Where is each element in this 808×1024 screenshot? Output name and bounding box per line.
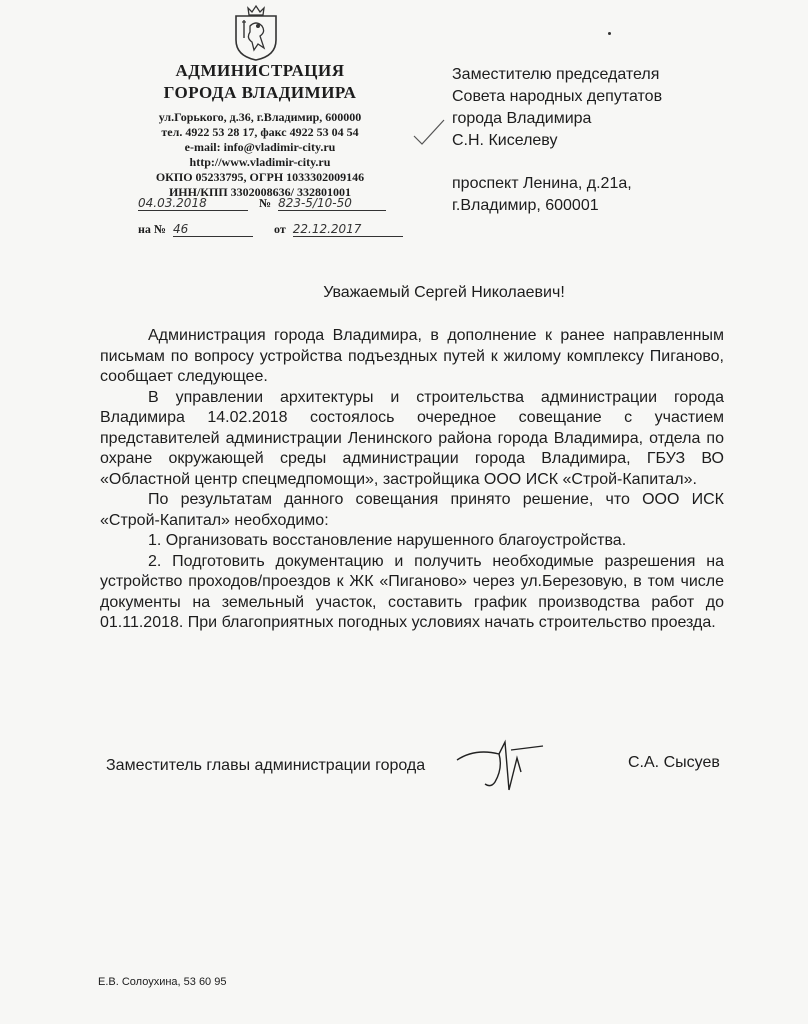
paragraph-1: Администрация города Владимира, в дополнение к ранее направленным письмам по вопросу устройства подъездных путей к жилому комплексу Пиганово, сообщает следующее. (100, 327, 724, 385)
reference-date-label: от (273, 222, 286, 236)
registration-number-label: № (259, 196, 272, 210)
org-inn: ИНН/КПП 3302008636/ 332801001 (168, 185, 352, 199)
checkmark-icon (410, 118, 446, 148)
org-address: ул.Горького, д.36, г.Владимир, 600000 (158, 110, 362, 124)
org-okpo: ОКПО 05233795, ОГРН 1033302009146 (155, 170, 365, 184)
handwritten-signature (455, 738, 555, 796)
addressee-line2: Совета народных депутатов (452, 88, 663, 105)
paragraph-5: 2. Подготовить документацию и получить необходимые разрешения на устройство проходов/проездов к ЖК «Пиганово» через ул.Березовую, в том числе документы на земельный участок, составить график производства работ до 01.11.2018. При благоприятных погодных условиях начать строительство проезда. (100, 552, 724, 631)
org-phone: тел. 4922 53 28 17, факс 4922 53 04 54 (161, 125, 359, 139)
org-email: e-mail: info@vladimir-city.ru (184, 140, 336, 154)
paragraph-2: В управлении архитектуры и строительства администрации города Владимира 14.02.2018 состоялось очередное совещание с участием представителей администрации Ленинского района города Владимира, отдела по охране окружающей среды администрации города Владимира, ГБУЗ ВО «Областной центр спецмедпомощи», застройщика ООО ИСК «Строй-Капитал». (100, 388, 724, 488)
addressee-line1: Заместителю председателя (452, 66, 660, 83)
addressee-block (452, 64, 662, 152)
addressee-line3: города Владимира (452, 110, 592, 127)
addressee-city: г.Владимир, 600001 (452, 197, 599, 214)
registration-date: 04.03.2018 (138, 196, 248, 211)
org-name-line2: ГОРОДА ВЛАДИМИРА (163, 83, 357, 102)
addressee-name: С.Н. Киселеву (452, 132, 558, 149)
reference-number: 46 (173, 222, 253, 237)
registration-number: 823-5/10-50 (278, 196, 386, 211)
ink-dot (608, 32, 611, 35)
letter-body (100, 326, 724, 634)
registration-line (138, 196, 386, 211)
reference-line (138, 222, 403, 237)
paragraph-4: 1. Организовать восстановление нарушенного благоустройства. (148, 532, 627, 549)
org-website: http://www.vladimir-city.ru (189, 155, 331, 169)
org-name-line1: АДМИНИСТРАЦИЯ (175, 61, 345, 80)
addressee-address (452, 173, 632, 217)
paragraph-3: По результатам данного совещания принято решение, что ООО ИСК «Строй-Капитал» необходимо: (100, 491, 724, 529)
city-coat-of-arms-icon (232, 2, 280, 62)
organization-header (120, 60, 400, 200)
signer-position: Заместитель главы администрации города (106, 757, 426, 774)
reference-date: 22.12.2017 (293, 222, 403, 237)
reference-number-label: на № (138, 222, 166, 236)
signer-name: С.А. Сысуев (628, 754, 720, 771)
addressee-street: проспект Ленина, д.21а, (452, 175, 632, 192)
greeting: Уважаемый Сергей Николаевич! (323, 284, 565, 301)
executor-info: Е.В. Солоухина, 53 60 95 (98, 976, 227, 988)
